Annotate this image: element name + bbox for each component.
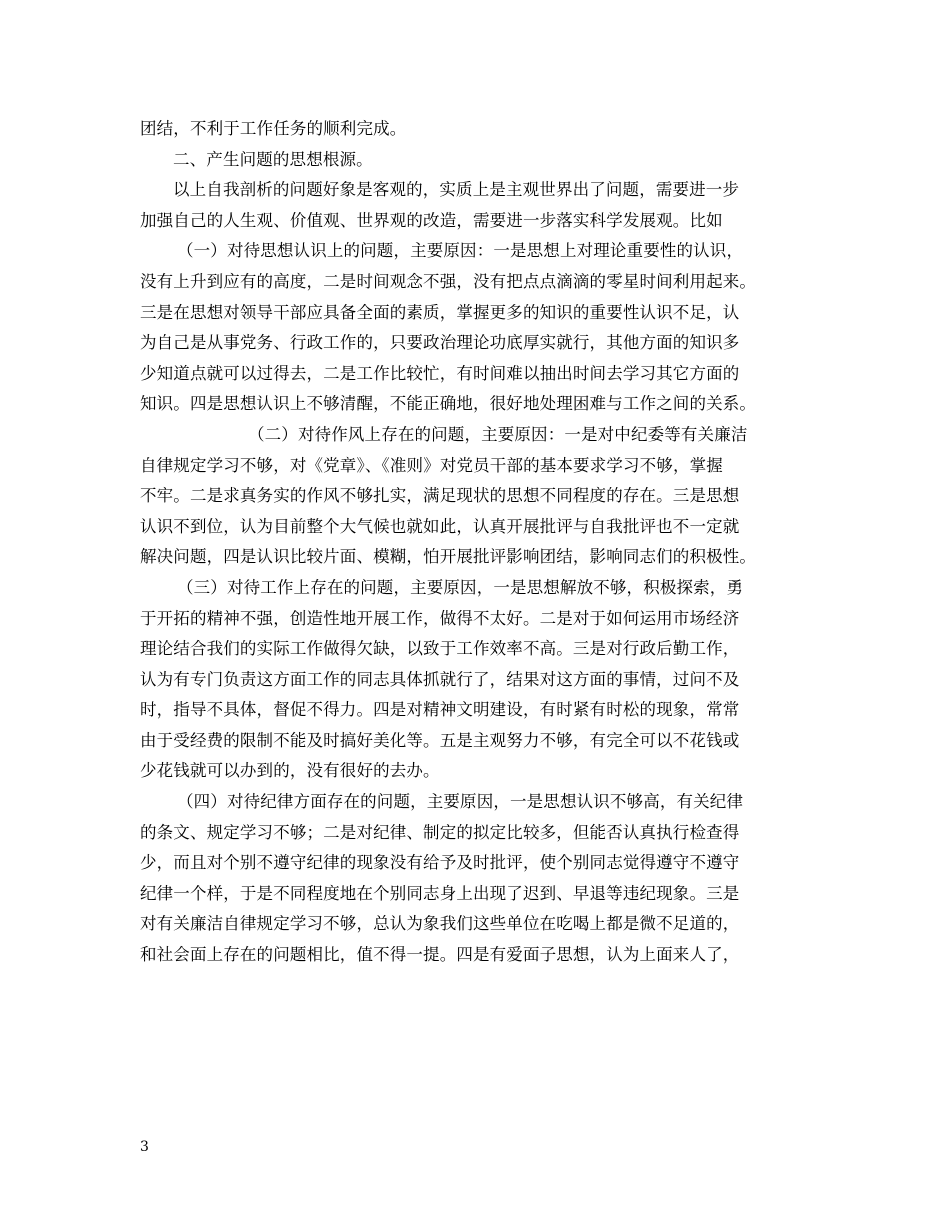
text-line: （三）对待工作上存在的问题，主要原因，一是思想解放不够，积极探索，勇 (177, 577, 744, 597)
text-line: 理论结合我们的实际工作做得欠缺，以致于工作效率不高。三是对行政后勤工作， (140, 639, 740, 659)
text-line: 二、产生问题的思想根源。 (173, 149, 373, 169)
page-number: 3 (140, 1139, 149, 1155)
text-line: 解决问题，四是认识比较片面、模糊，怕开展批评影响团结，影响同志们的积极性。 (140, 547, 757, 567)
text-line: （四）对待纪律方面存在的问题，主要原因，一是思想认识不够高，有关纪律 (177, 792, 744, 812)
text-line: 不牢。二是求真务实的作风不够扎实，满足现状的思想不同程度的存在。三是思想 (140, 486, 740, 506)
text-line: 没有上升到应有的高度，二是时间观念不强，没有把点点滴滴的零星时间利用起来。 (140, 271, 757, 291)
text-line: 三是在思想对领导干部应具备全面的素质，掌握更多的知识的重要性认识不足，认 (140, 302, 740, 322)
text-line: 团结，不利于工作任务的顺利完成。 (140, 119, 407, 138)
text-line: 认识不到位，认为目前整个大气候也就如此，认真开展批评与自我批评也不一定就 (140, 516, 740, 536)
document-body (140, 114, 812, 971)
text-line: 以上自我剖析的问题好象是客观的，实质上是主观世界出了问题，需要进一步 (173, 180, 740, 200)
text-line: 少，而且对个别不遵守纪律的现象没有给予及时批评，使个别同志觉得遵守不遵守 (140, 853, 740, 873)
text-line: 知识。四是思想认识上不够清醒，不能正确地，很好地处理困难与工作之间的关系。 (140, 394, 757, 414)
text-line: （一）对待思想认识上的问题，主要原因：一是思想上对理论重要性的认识， (177, 241, 744, 261)
text-line: 自律规定学习不够，对《党章》、《准则》对党员干部的基本要求学习不够，掌握 (140, 455, 723, 475)
text-line: 和社会面上存在的问题相比，值不得一提。四是有爱面子思想，认为上面来人了， (140, 945, 740, 965)
text-line: 纪律一个样，于是不同程度地在个别同志身上出现了迟到、早退等违纪现象。三是 (140, 883, 740, 903)
text-line: 认为有专门负责这方面工作的同志具体抓就行了，结果对这方面的事情，过问不及 (140, 669, 740, 689)
text-line: 对有关廉洁自律规定学习不够，总认为象我们这些单位在吃喝上都是微不足道的， (140, 914, 740, 934)
text-line: 少知道点就可以过得去，二是工作比较忙，有时间难以抽出时间去学习其它方面的 (140, 363, 740, 383)
text-line: （二）对待作风上存在的问题，主要原因：一是对中纪委等有关廉洁 (248, 424, 748, 444)
text-line: 少花钱就可以办到的，没有很好的去办。 (140, 761, 440, 781)
text-line: 由于受经费的限制不能及时搞好美化等。五是主观努力不够，有完全可以不花钱或 (140, 730, 740, 750)
text-line: 的条文、规定学习不够；二是对纪律、制定的拟定比较多，但能否认真执行检查得 (140, 822, 740, 842)
text-line: 加强自己的人生观、价值观、世界观的改造，需要进一步落实科学发展观。比如 (140, 210, 723, 230)
text-line: 时，指导不具体，督促不得力。四是对精神文明建设，有时紧有时松的现象，常常 (140, 700, 740, 720)
text-line: 为自己是从事党务、行政工作的，只要政治理论功底厚实就行，其他方面的知识多 (140, 333, 740, 353)
text-line: 于开拓的精神不强，创造性地开展工作，做得不太好。二是对于如何运用市场经济 (140, 608, 740, 628)
